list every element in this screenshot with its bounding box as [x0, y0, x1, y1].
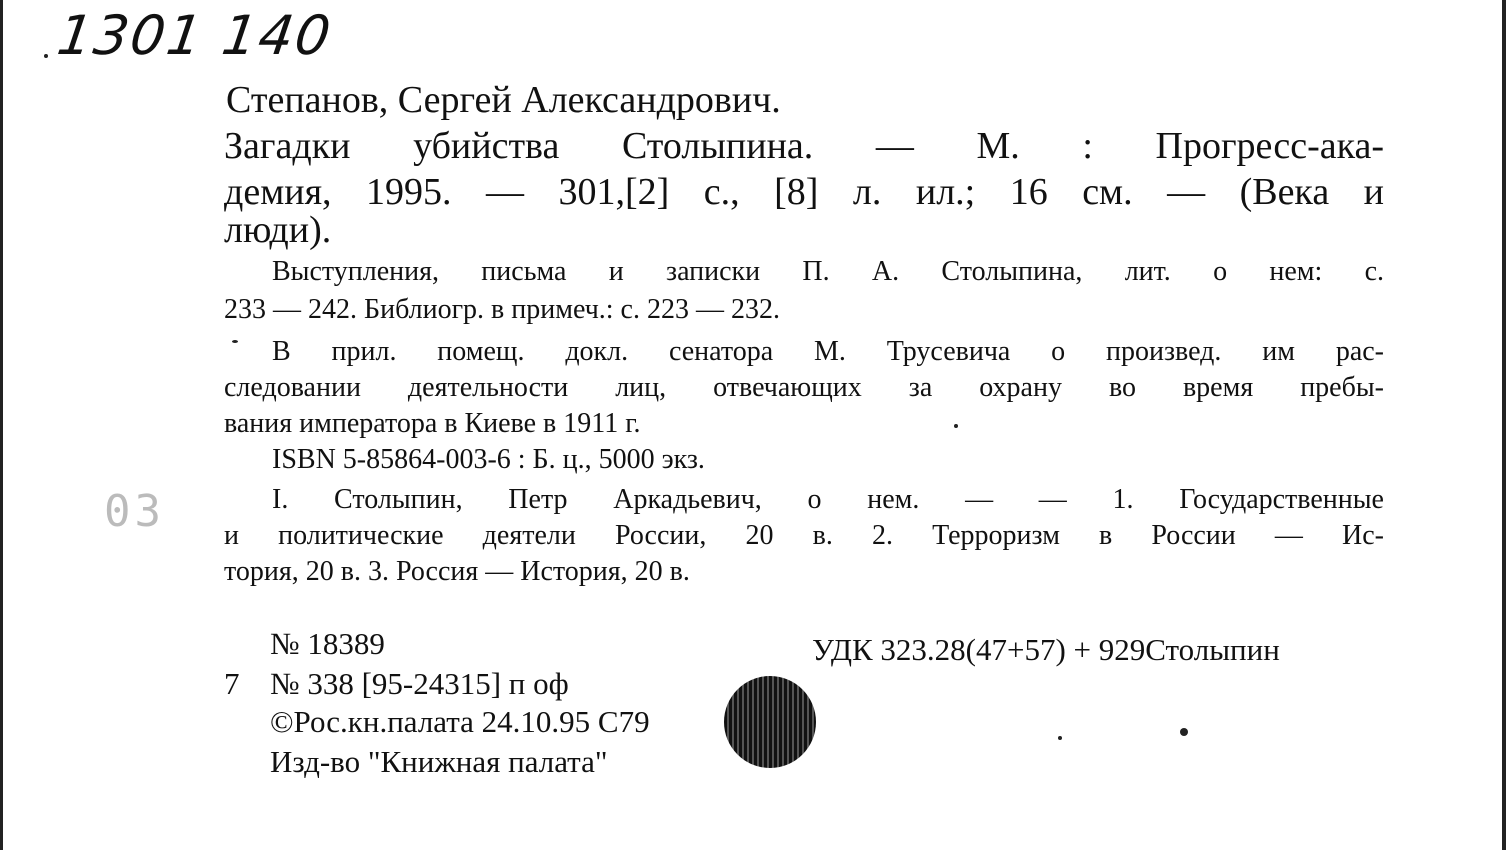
- subject-line-1: I. Столыпин, Петр Аркадьевич, о нем. — — 1. Государственные: [272, 484, 1384, 515]
- note-appendix-line-1: В прил. помещ. докл. сенатора М. Трусевича о произвед. им рас-: [272, 336, 1384, 367]
- ink-speck: [1058, 736, 1062, 740]
- handwritten-catalog-number: 1301 140: [53, 4, 337, 67]
- subject-line-2: и политические деятели России, 20 в. 2. Терроризм в России — Ис-: [224, 520, 1384, 551]
- ink-speck: [1180, 728, 1188, 736]
- note-contents-line-2: 233 — 242. Библиогр. в примеч.: с. 223 — 232.: [224, 294, 780, 325]
- author-heading: Степанов, Сергей Александрович.: [226, 79, 781, 121]
- code-prefix: 7: [224, 666, 240, 701]
- isbn-line: ISBN 5-85864-003-6 : Б. ц., 5000 экз.: [272, 444, 705, 475]
- subject-line-3: тория, 20 в. 3. Россия — История, 20 в.: [224, 556, 690, 587]
- card-punch-hole: [724, 676, 816, 768]
- order-number: № 338 [95-24315] п оф: [270, 666, 569, 701]
- card-number: № 18389: [270, 626, 385, 661]
- title-line-1: Загадки убийства Столыпина. — М. : Прогресс-ака-: [224, 125, 1384, 167]
- card-right-edge: [1502, 0, 1506, 850]
- title-line-2: демия, 1995. — 301,[2] с., [8] л. ил.; 16 см. — (Века и: [224, 171, 1384, 213]
- note-contents-line-1: Выступления, письма и записки П. А. Столыпина, лит. о нем: с.: [272, 256, 1384, 287]
- note-appendix-line-3: вания императора в Киеве в 1911 г.: [224, 408, 641, 439]
- ink-speck: [232, 340, 238, 343]
- publisher-line: Изд-во "Книжная палата": [270, 744, 608, 779]
- faded-stamp-mark: 03: [104, 486, 165, 537]
- udk-classification: УДК 323.28(47+57) + 929Столыпин: [812, 632, 1280, 667]
- copyright-line: ©Рос.кн.палата 24.10.95 С79: [270, 704, 650, 739]
- ink-speck: [44, 54, 48, 58]
- title-line-3: люди).: [224, 209, 332, 251]
- note-appendix-line-2: следовании деятельности лиц, отвечающих за охрану во время пребы-: [224, 372, 1384, 403]
- card-left-edge: [0, 0, 5, 850]
- ink-speck: [954, 424, 958, 428]
